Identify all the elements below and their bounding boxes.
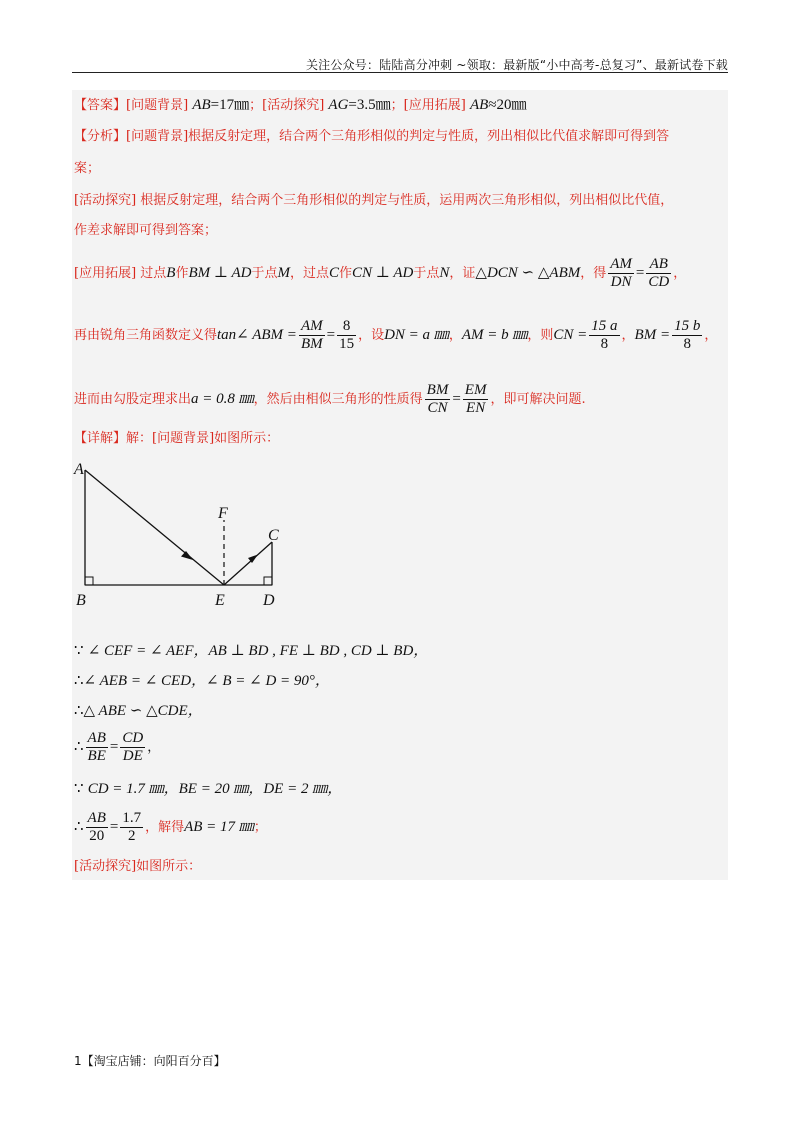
step-2-text: ∠ AEB = ∠ CED，∠ B = ∠ D = 90°， — [83, 673, 330, 689]
step-6-symbol: ∴ — [74, 819, 84, 835]
analysis-l3-equals: = — [635, 265, 645, 281]
answer-v3-lhs: AB — [469, 97, 489, 113]
analysis-l3-perp1: BM ⊥ AD — [188, 265, 252, 281]
analysis-line-2 — [74, 192, 673, 210]
analysis-l3-a: [应用拓展] 过点 — [74, 266, 167, 281]
analysis-l3-perp2: CN ⊥ AD — [352, 265, 414, 281]
analysis-l3-e: 作 — [339, 266, 353, 281]
analysis-l3-fraction-1: $\frac{AM}{DN}$ — [610, 256, 632, 290]
analysis-l3-similarity: △DCN ∽ △ABM — [475, 265, 581, 281]
detail-line — [74, 430, 279, 448]
step-4-fraction-1: $\frac{AB}{BE}$ — [87, 730, 106, 764]
analysis-l5-c: ，即可解决问题. — [490, 392, 586, 407]
header-text: 关注公众号：陆陆高分冲刺 ~领取：最新版“小中高考-总复习”、最新试卷下载 — [305, 58, 728, 72]
detail-text: 解：[问题背景]如图所示： — [126, 431, 280, 446]
analysis-line-1b — [74, 160, 100, 178]
step-6-fraction-1: $\frac{AB}{20}$ — [87, 810, 106, 844]
analysis-l3-point-b: B — [166, 265, 176, 281]
analysis-text-2b: 作差求解即可得到答案； — [74, 223, 218, 238]
analysis-l4-b: ，设 — [358, 328, 385, 343]
answer-v2-rhs: =3.5㎜ — [348, 97, 391, 113]
reflection-diagram — [72, 460, 312, 610]
answer-line — [74, 96, 527, 115]
answer-v1-lhs: AB — [192, 97, 211, 113]
analysis-l5-equals: = — [452, 391, 461, 407]
activity-text: [活动探究]如图所示： — [74, 859, 202, 874]
answer-v2-lhs: AG — [328, 97, 349, 113]
label-c: C — [268, 527, 279, 544]
analysis-l5-value: a = 0.8 ㎜ — [191, 391, 254, 407]
analysis-l5-a: 进而由勾股定理求出 — [74, 392, 192, 407]
analysis-l4-tan: tan∠ ABM = — [217, 327, 297, 343]
answer-sep2: ； — [390, 98, 404, 113]
answer-sep1: ； — [249, 98, 263, 113]
activity-line — [74, 858, 201, 876]
step-1 — [74, 642, 428, 661]
footer-text: 1【淘宝店铺：向阳百分百】 — [74, 1054, 226, 1068]
analysis-tag: 【分析】 — [74, 129, 127, 144]
step-5-symbol: ∵ — [74, 781, 84, 797]
step-1-text: ∠ CEF = ∠ AEF，AB ⊥ BD , FE ⊥ BD , CD ⊥ BD， — [87, 643, 429, 659]
step-4-equals: = — [109, 739, 119, 755]
analysis-text-1b: 案； — [74, 161, 101, 176]
analysis-l4-am: AM = b ㎜ — [461, 327, 528, 343]
analysis-l3-f: 于点 — [413, 266, 440, 281]
step-4-symbol: ∴ — [74, 739, 84, 755]
step-4 — [74, 728, 160, 767]
analysis-l3-h: ，得 — [580, 266, 607, 281]
step-6-fraction-2: $\frac{1.7}{2}$ — [122, 810, 142, 844]
analysis-l3-b: 作 — [175, 266, 189, 281]
step-3-text: △ ABE ∽ △CDE， — [83, 703, 203, 719]
analysis-l4-bm: BM = — [634, 327, 671, 343]
analysis-l4-c: ， — [448, 328, 462, 343]
analysis-line-2b — [74, 222, 217, 240]
analysis-l4-cn: CN = — [553, 327, 588, 343]
step-3-symbol: ∴ — [74, 703, 84, 719]
step-3 — [74, 702, 203, 721]
analysis-line-3 — [74, 254, 686, 293]
analysis-l5-b: ，然后由相似三角形的性质得 — [253, 392, 423, 407]
analysis-l4-fraction-1: $\frac{AM}{BM}$ — [300, 318, 323, 352]
analysis-l4-a: 再由锐角三角函数定义得 — [74, 328, 218, 343]
answer-part1: [问题背景] — [126, 98, 189, 113]
analysis-l3-g: ，证 — [449, 266, 476, 281]
analysis-l3-point-n: N — [439, 265, 450, 281]
analysis-l4-fraction-4: $\frac{15 b}{8}$ — [674, 318, 701, 352]
analysis-l4-e: ， — [621, 328, 635, 343]
step-1-symbol: ∵ — [74, 643, 84, 659]
analysis-l4-fraction-3: $\frac{15 a}{8}$ — [591, 318, 618, 352]
analysis-text-1: [问题背景]根据反射定理，结合两个三角形相似的判定与性质，列出相似比代值求解即可得到答 — [126, 129, 670, 144]
step-6-end: ； — [253, 820, 267, 835]
analysis-l4-d: ，则 — [527, 328, 554, 343]
step-4-fraction-2: $\frac{CD}{DE}$ — [122, 730, 144, 764]
label-b: B — [76, 592, 86, 609]
solution-content — [72, 90, 728, 880]
answer-v1-rhs: =17㎜ — [210, 97, 250, 113]
step-4-end: ， — [147, 740, 161, 755]
step-2-symbol: ∴ — [74, 673, 84, 689]
analysis-l3-d: ，过点 — [289, 266, 329, 281]
step-6-a: ，解得 — [145, 820, 185, 835]
detail-tag: 【详解】 — [74, 431, 127, 446]
page-header — [72, 56, 728, 73]
answer-v3-rhs: ≈20㎜ — [488, 97, 527, 113]
analysis-l5-fraction-2: $\frac{EM}{EN}$ — [464, 382, 487, 416]
analysis-l3-point-c: C — [329, 265, 340, 281]
right-angle-d — [264, 577, 272, 585]
step-6-value: AB = 17 ㎜ — [184, 819, 254, 835]
analysis-line-4 — [74, 316, 717, 355]
analysis-l4-fraction-2: $\frac{8}{15}$ — [339, 318, 355, 352]
step-5-text: CD = 1.7 ㎜，BE = 20 ㎜，DE = 2 ㎜， — [87, 781, 343, 797]
label-d: D — [263, 592, 275, 609]
answer-part3: [应用拓展] — [403, 98, 466, 113]
answer-tag: 【答案】 — [74, 98, 127, 113]
analysis-l4-equals: = — [326, 327, 336, 343]
analysis-l4-end: ， — [704, 328, 718, 343]
analysis-text-2: [活动探究] 根据反射定理，结合两个三角形相似的判定与性质，运用两次三角形相似，列出相似比代值， — [74, 193, 674, 208]
analysis-l3-c: 于点 — [251, 266, 278, 281]
page-footer — [74, 1052, 226, 1069]
label-a: A — [74, 461, 84, 478]
step-6 — [74, 808, 267, 847]
analysis-l4-dn: DN = a ㎜ — [384, 327, 449, 343]
segment-ec — [224, 542, 272, 585]
analysis-l3-end: ， — [673, 266, 687, 281]
step-2 — [74, 672, 330, 691]
arrow-head-ae — [181, 551, 193, 560]
right-angle-b — [85, 577, 93, 585]
step-6-equals: = — [109, 819, 119, 835]
analysis-line-5 — [74, 380, 586, 419]
label-e: E — [215, 592, 225, 609]
answer-part2: [活动探究] — [262, 98, 325, 113]
label-f: F — [218, 505, 228, 522]
analysis-line-1 — [74, 128, 669, 146]
segment-ae — [85, 470, 224, 585]
analysis-l5-fraction-1: $\frac{BM}{CN}$ — [426, 382, 449, 416]
step-5 — [74, 780, 342, 799]
analysis-l3-fraction-2: $\frac{AB}{CD}$ — [648, 256, 670, 290]
analysis-l3-point-m: M — [277, 265, 290, 281]
